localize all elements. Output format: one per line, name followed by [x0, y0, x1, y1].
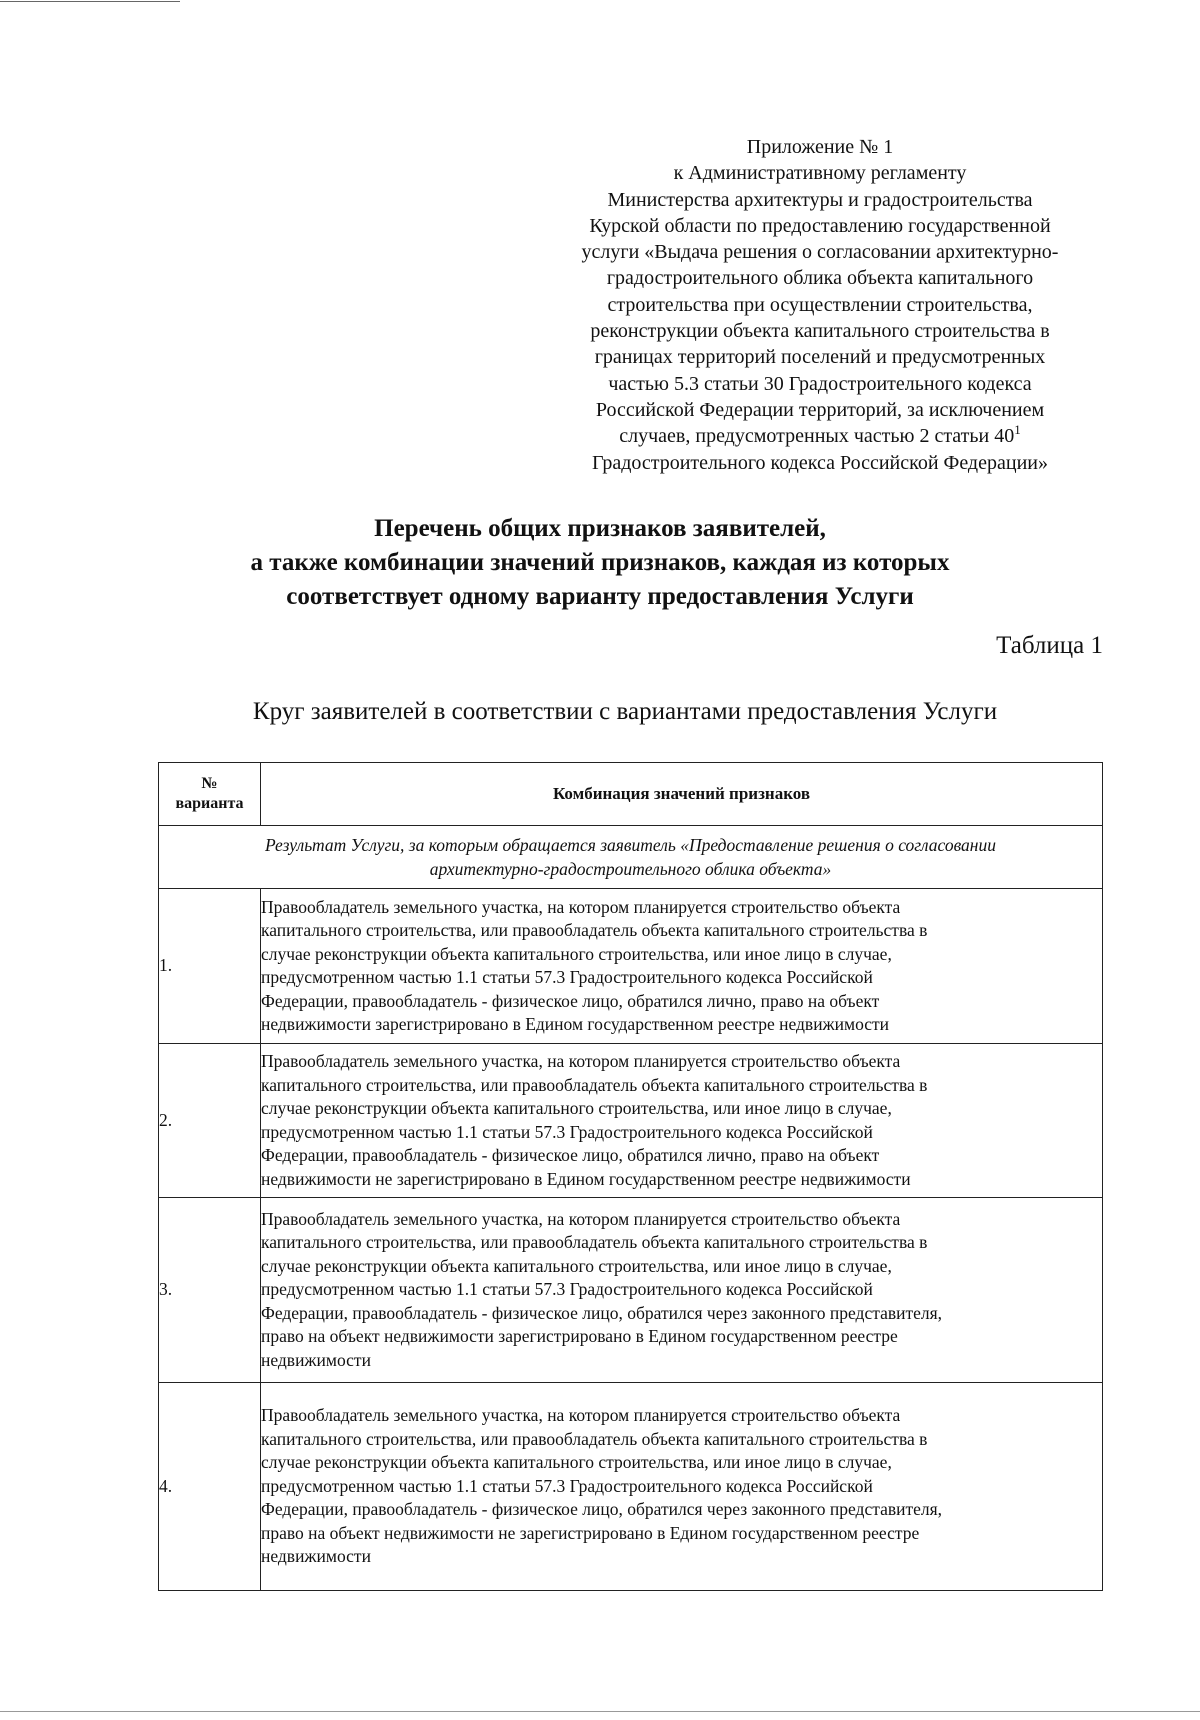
- table-header-row: [159, 763, 1103, 826]
- description-line: случае реконструкции объекта капитального строительства, или иное лицо в случае,: [261, 1098, 892, 1118]
- variant-description: [261, 1198, 1103, 1383]
- table-row: [159, 1383, 1103, 1591]
- table-caption: Круг заявителей в соответствии с вариантами предоставления Услуги: [252, 698, 998, 725]
- variant-description: [261, 889, 1103, 1044]
- description-line: предусмотренном частью 1.1 статьи 57.3 Градостроительного кодекса Российской: [261, 1279, 873, 1300]
- description-line: капитального строительства, или правообладатель объекта капитального строительства в: [261, 920, 928, 940]
- variant-number: 1.: [159, 889, 261, 1044]
- annex-line: Российской Федерации территорий, за исключением: [595, 398, 1045, 421]
- annex-line: Курской области по предоставлению государственной: [589, 214, 1051, 237]
- description-line: недвижимости: [261, 1546, 371, 1567]
- scan-artifact-top: [0, 1, 180, 2]
- variants-table: [158, 762, 1103, 1591]
- variant-number: 2.: [159, 1044, 261, 1198]
- description-line: право на объект недвижимости зарегистрировано в Едином государственном реестре: [261, 1326, 898, 1347]
- title-line: Перечень общих признаков заявителей,: [374, 515, 826, 542]
- description-line: Правообладатель земельного участка, на котором планируется строительство объекта: [261, 1051, 901, 1071]
- annex-line: реконструкции объекта капитального строительства в: [590, 320, 1050, 343]
- annex-line-with-footnote: [540, 423, 1100, 449]
- header-num-label: варианта: [175, 795, 244, 812]
- annex-line: Градостроительного кодекса Российской Федерации»: [592, 451, 1048, 474]
- table-number-label: Таблица 1: [996, 632, 1103, 659]
- description-line: Правообладатель земельного участка, на котором планируется строительство объекта: [261, 1405, 901, 1426]
- description-line: Федерации, правообладатель - физическое лицо, обратился через законного представителя,: [261, 1499, 943, 1520]
- title-line: соответствует одному варианту предоставления Услуги: [286, 583, 914, 610]
- header-combination: Комбинация значений признаков: [261, 763, 1103, 826]
- annex-line: границах территорий поселений и предусмотренных: [594, 346, 1046, 369]
- description-line: Федерации, правообладатель - физическое лицо, обратился лично, право на объект: [261, 990, 880, 1011]
- variant-number: 3.: [159, 1198, 261, 1383]
- annex-line-text: случаев, предусмотренных частью 2 статьи 40: [619, 425, 1015, 448]
- description-line: недвижимости не зарегистрировано в Едином государственном реестре недвижимости: [261, 1168, 911, 1189]
- annex-line: услуги «Выдача решения о согласовании архитектурно-: [581, 241, 1059, 264]
- description-line: предусмотренном частью 1.1 статьи 57.3 Градостроительного кодекса Российской: [261, 967, 873, 987]
- superscript-index: 1: [1014, 422, 1021, 438]
- description-line: недвижимости зарегистрировано в Едином государственном реестре недвижимости: [261, 1014, 890, 1034]
- title-line: а также комбинации значений признаков, каждая из которых: [250, 549, 950, 576]
- result-line: Результат Услуги, за которым обращается заявитель «Предоставление решения о согласовании: [265, 835, 996, 855]
- description-line: Правообладатель земельного участка, на котором планируется строительство объекта: [261, 896, 901, 917]
- description-line: Федерации, правообладатель - физическое лицо, обратился лично, право на объект: [261, 1145, 880, 1165]
- description-line: предусмотренном частью 1.1 статьи 57.3 Градостроительного кодекса Российской: [261, 1475, 873, 1496]
- description-line: капитального строительства, или правообладатель объекта капитального строительства в: [261, 1074, 928, 1095]
- header-num-sign: №: [201, 775, 218, 792]
- description-line: предусмотренном частью 1.1 статьи 57.3 Градостроительного кодекса Российской: [261, 1121, 873, 1142]
- description-line: случае реконструкции объекта капитального строительства, или иное лицо в случае,: [261, 943, 892, 964]
- annex-line: градостроительного облика объекта капитального: [606, 267, 1034, 290]
- description-line: капитального строительства, или правообладатель объекта капитального строительства в: [261, 1232, 928, 1253]
- result-row: [159, 826, 1103, 889]
- variant-number: 4.: [159, 1383, 261, 1591]
- description-line: Федерации, правообладатель - физическое лицо, обратился через законного представителя,: [261, 1302, 943, 1323]
- variant-description: [261, 1383, 1103, 1591]
- description-line: недвижимости: [261, 1349, 371, 1370]
- description-line: право на объект недвижимости не зарегистрировано в Едином государственном реестре: [261, 1522, 920, 1543]
- description-line: Правообладатель земельного участка, на котором планируется строительство объекта: [261, 1208, 901, 1229]
- description-line: капитального строительства, или правообладатель объекта капитального строительства в: [261, 1428, 928, 1449]
- annex-line: частью 5.3 статьи 30 Градостроительного кодекса: [608, 372, 1032, 395]
- variant-description: [261, 1044, 1103, 1198]
- document-title: [180, 512, 1020, 614]
- table-row: [159, 1044, 1103, 1198]
- annex-line: строительства при осуществлении строительства,: [607, 293, 1033, 316]
- scan-artifact-bottom: [0, 1711, 1200, 1712]
- table-row: [159, 1198, 1103, 1383]
- description-line: случае реконструкции объекта капитального строительства, или иное лицо в случае,: [261, 1255, 892, 1276]
- table-row: [159, 889, 1103, 1044]
- result-cell: [159, 826, 1103, 889]
- description-line: случае реконструкции объекта капитального строительства, или иное лицо в случае,: [261, 1452, 892, 1473]
- annex-line: Министерства архитектуры и градостроительства: [607, 188, 1033, 211]
- result-line: архитектурно-градостроительного облика объекта»: [429, 859, 832, 879]
- annex-line: Приложение № 1: [746, 136, 894, 158]
- annex-header: [540, 134, 1100, 476]
- header-variant-number: [159, 763, 261, 826]
- annex-line: к Административному регламенту: [673, 162, 967, 185]
